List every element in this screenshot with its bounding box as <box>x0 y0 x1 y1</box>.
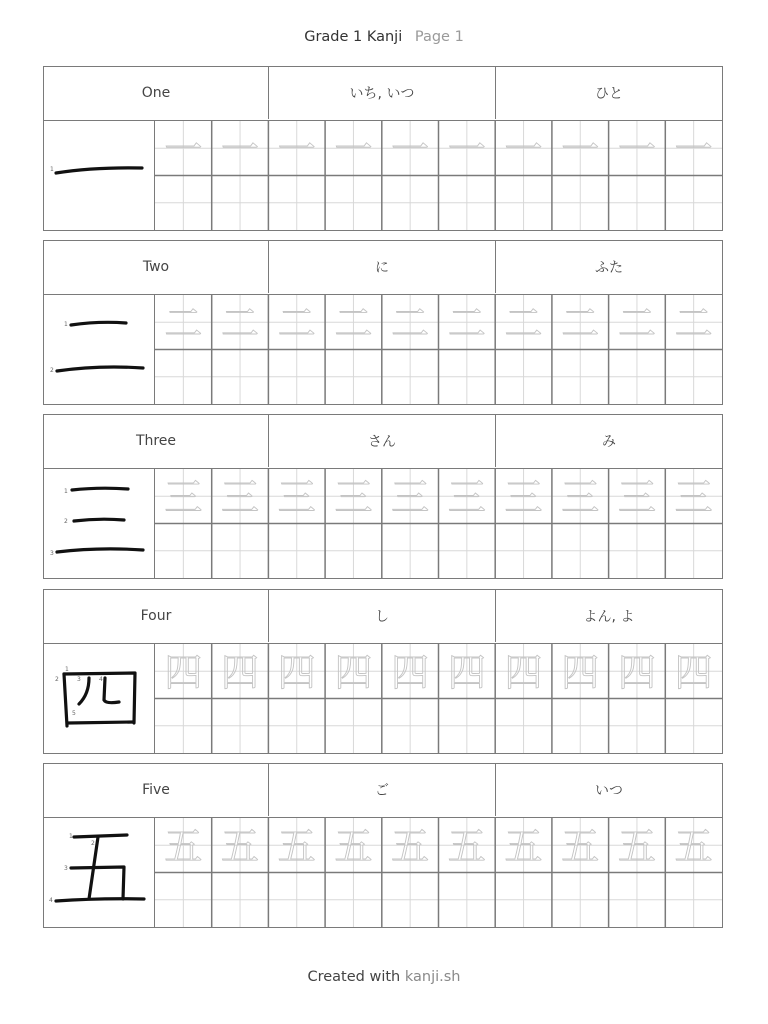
trace-kanji: 三 <box>504 475 543 520</box>
stroke-order-diagram <box>44 469 155 578</box>
trace-kanji: 三 <box>617 475 656 520</box>
kunyomi-label: ふた <box>595 260 623 276</box>
practice-grid[interactable] <box>155 121 722 230</box>
meaning-label: Three <box>44 415 269 467</box>
kanji-card-1 <box>43 66 723 231</box>
stroke-order-diagram <box>44 644 155 753</box>
kanji-stroke <box>71 867 124 899</box>
trace-kanji: 四 <box>164 650 203 695</box>
kanji-card-5 <box>43 763 723 928</box>
practice-grid[interactable] <box>155 469 722 578</box>
kanji-card-header <box>44 67 722 121</box>
stroke-number: 5 <box>72 710 76 717</box>
trace-kanji: 五 <box>277 824 316 869</box>
kanji-stroke <box>74 519 124 521</box>
page-footer <box>0 969 768 985</box>
trace-kanji: 五 <box>221 824 260 869</box>
kanji-card-header <box>44 415 722 469</box>
trace-kanji: 二 <box>277 301 316 346</box>
worksheet-title: Grade 1 Kanji <box>304 29 403 45</box>
stroke-order-diagram <box>44 295 155 404</box>
trace-kanji: 一 <box>164 127 203 172</box>
stroke-number: 3 <box>64 865 68 872</box>
kanji-card-header <box>44 764 722 818</box>
trace-kanji: 五 <box>561 824 600 869</box>
trace-kanji: 二 <box>674 301 713 346</box>
trace-kanji: 二 <box>334 301 373 346</box>
onyomi-label: ご <box>269 764 496 816</box>
trace-kanji: 五 <box>391 824 430 869</box>
stroke-number: 1 <box>64 488 68 495</box>
trace-kanji: 一 <box>617 127 656 172</box>
meaning-label: Two <box>44 241 269 293</box>
trace-kanji: 四 <box>277 650 316 695</box>
onyomi-label: さん <box>269 415 496 467</box>
kanji-stroke <box>57 549 143 552</box>
kanji-stroke <box>56 899 144 901</box>
trace-kanji: 五 <box>164 824 203 869</box>
trace-kanji: 一 <box>674 127 713 172</box>
footer-prefix: Created with <box>307 969 405 985</box>
kanji-stroke <box>64 674 67 726</box>
kanji-stroke <box>74 835 127 837</box>
stroke-number: 1 <box>65 666 69 673</box>
kanji-card-header <box>44 590 722 644</box>
practice-grid[interactable] <box>155 644 722 753</box>
kanji-card-header <box>44 241 722 295</box>
stroke-order-diagram <box>44 818 155 927</box>
trace-kanji: 三 <box>391 475 430 520</box>
onyomi-label: に <box>269 241 496 293</box>
trace-kanji: 四 <box>674 650 713 695</box>
trace-kanji: 五 <box>674 824 713 869</box>
onyomi-label: し <box>269 590 496 642</box>
trace-kanji: 一 <box>504 127 543 172</box>
kanji-stroke <box>72 488 128 490</box>
stroke-number: 1 <box>50 166 54 173</box>
meaning-label: Four <box>44 590 269 642</box>
trace-kanji: 四 <box>391 650 430 695</box>
stroke-number: 2 <box>50 367 54 374</box>
trace-kanji: 二 <box>561 301 600 346</box>
practice-grid[interactable] <box>155 295 722 404</box>
trace-kanji: 三 <box>277 475 316 520</box>
kanji-card-4 <box>43 589 723 754</box>
stroke-number: 4 <box>49 897 53 904</box>
onyomi-label: いち, いつ <box>269 67 496 119</box>
trace-kanji: 三 <box>674 475 713 520</box>
trace-kanji: 一 <box>447 127 486 172</box>
trace-kanji: 三 <box>164 475 203 520</box>
trace-kanji: 二 <box>221 301 260 346</box>
meaning-label: One <box>44 67 269 119</box>
stroke-number: 2 <box>91 840 95 847</box>
stroke-number: 2 <box>64 518 68 525</box>
kanji-card-2 <box>43 240 723 405</box>
trace-kanji: 二 <box>504 301 543 346</box>
stroke-number: 4 <box>99 676 103 683</box>
trace-kanji: 五 <box>504 824 543 869</box>
trace-kanji: 五 <box>617 824 656 869</box>
stroke-number: 3 <box>50 550 54 557</box>
trace-kanji: 二 <box>391 301 430 346</box>
brand-link[interactable]: kanji.sh <box>404 969 461 985</box>
trace-kanji: 三 <box>447 475 486 520</box>
practice-grid[interactable] <box>155 818 722 927</box>
kanji-stroke <box>56 168 142 173</box>
trace-kanji: 四 <box>221 650 260 695</box>
trace-kanji: 五 <box>334 824 373 869</box>
kanji-stroke <box>68 722 133 723</box>
kunyomi-label: よん, よ <box>583 609 635 625</box>
trace-kanji: 二 <box>164 301 203 346</box>
trace-kanji: 四 <box>504 650 543 695</box>
trace-kanji: 三 <box>221 475 260 520</box>
trace-kanji: 一 <box>334 127 373 172</box>
trace-kanji: 四 <box>617 650 656 695</box>
trace-kanji: 五 <box>447 824 486 869</box>
trace-kanji: 一 <box>221 127 260 172</box>
kunyomi-label: み <box>602 434 616 450</box>
trace-kanji: 三 <box>334 475 373 520</box>
trace-kanji: 一 <box>277 127 316 172</box>
stroke-number: 3 <box>77 676 81 683</box>
stroke-number: 1 <box>69 833 73 840</box>
page-header <box>0 29 768 45</box>
stroke-order-diagram <box>44 121 155 230</box>
kunyomi-label: いつ <box>595 783 623 799</box>
stroke-number: 1 <box>64 321 68 328</box>
meaning-label: Five <box>44 764 269 816</box>
kanji-stroke <box>71 322 126 325</box>
page-number: Page 1 <box>414 29 464 45</box>
kanji-stroke <box>57 367 143 371</box>
kanji-stroke <box>104 678 119 703</box>
kanji-card-3 <box>43 414 723 579</box>
trace-kanji: 二 <box>447 301 486 346</box>
trace-kanji: 四 <box>334 650 373 695</box>
trace-kanji: 四 <box>561 650 600 695</box>
kunyomi-label: ひと <box>595 86 623 102</box>
trace-kanji: 三 <box>561 475 600 520</box>
trace-kanji: 四 <box>447 650 486 695</box>
trace-kanji: 一 <box>561 127 600 172</box>
stroke-number: 2 <box>55 676 59 683</box>
trace-kanji: 二 <box>617 301 656 346</box>
trace-kanji: 一 <box>391 127 430 172</box>
